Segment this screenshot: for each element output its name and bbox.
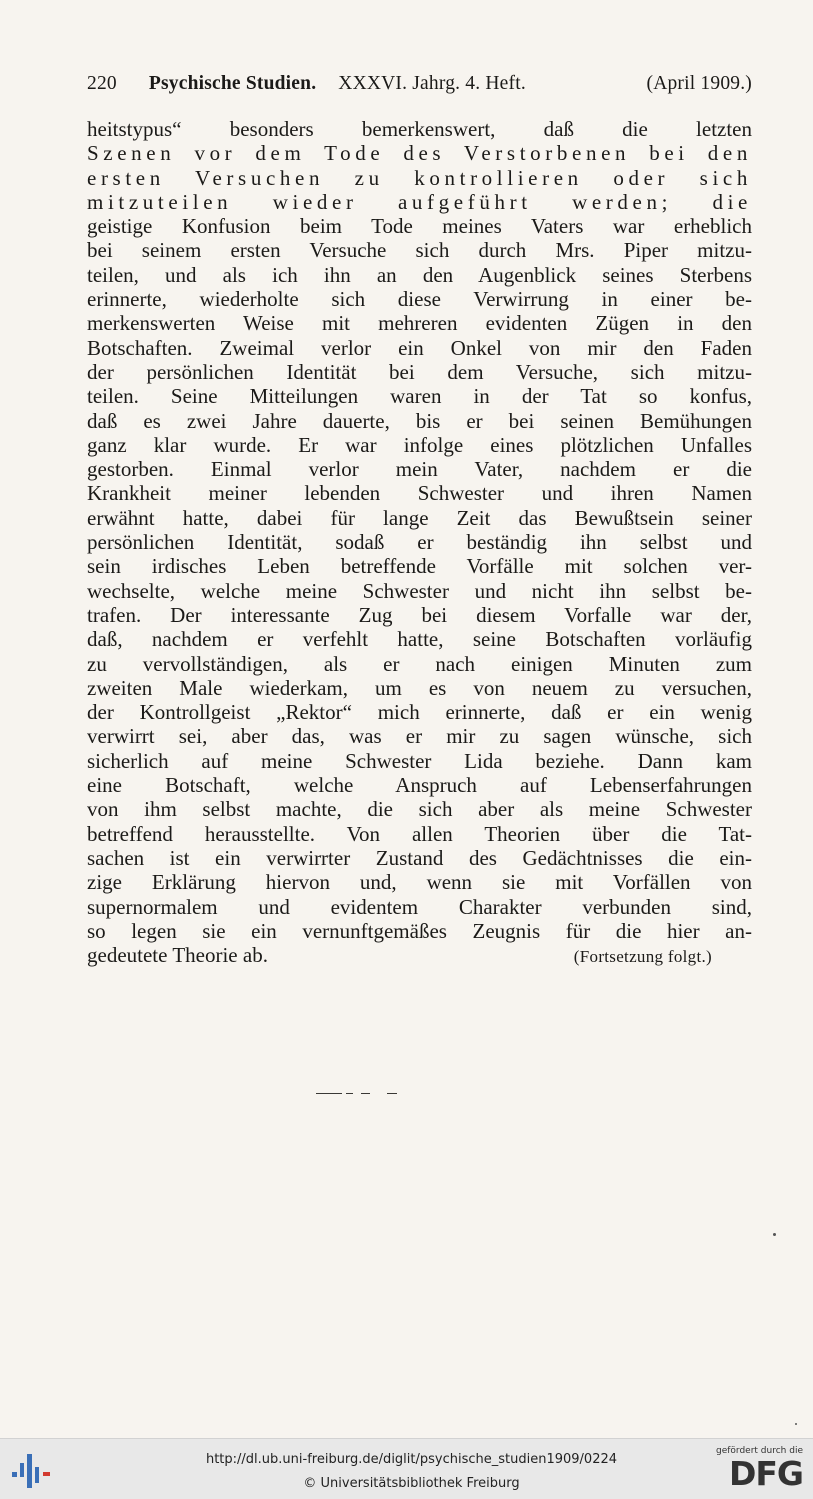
final-sentence: gedeutete Theorie ab. bbox=[87, 943, 268, 968]
text-line: geistige Konfusion beim Tode meines Vaters war erheblich bbox=[87, 214, 752, 239]
viewer-footer bbox=[0, 1438, 813, 1499]
text-line: Botschaften. Zweimal verlor ein Onkel von mir den Faden bbox=[87, 335, 752, 360]
text-line: Szenen vor dem Tode des Verstorbenen bei den bbox=[87, 141, 752, 166]
text-line: sachen ist ein verwirrter Zustand des Gedächtnisses die ein- bbox=[87, 845, 752, 870]
funding-caption: gefördert durch die bbox=[716, 1446, 803, 1456]
text-line: wechselte, welche meine Schwester und nicht ihn selbst be- bbox=[87, 578, 752, 603]
issue-date: (April 1909.) bbox=[646, 73, 752, 94]
text-line: betreffend herausstellte. Von allen Theorien über die Tat- bbox=[87, 821, 752, 846]
document-url-link[interactable]: http://dl.ub.uni-freiburg.de/diglit/psychische_studien1909/0224 bbox=[205, 1452, 618, 1467]
text-line: mitzuteilen wieder aufgeführt werden; die bbox=[87, 189, 752, 214]
scan-speck bbox=[795, 1423, 797, 1425]
text-line: zweiten Male wiederkam, um es von neuem zu versuchen, bbox=[87, 675, 752, 700]
footer-copyright-row bbox=[0, 1476, 813, 1491]
text-line: daß, nachdem er verfehlt hatte, seine Botschaften vorläufig bbox=[87, 627, 752, 652]
dfg-logo: DFG bbox=[728, 1454, 803, 1493]
text-line: supernormalem und evidentem Charakter verbunden sind, bbox=[87, 894, 752, 919]
running-head bbox=[87, 72, 752, 96]
text-line: trafen. Der interessante Zug bei diesem Vorfalle war der, bbox=[87, 602, 752, 627]
text-line: eine Botschaft, welche Anspruch auf Lebenserfahrungen bbox=[87, 773, 752, 798]
text-line: der Kontrollgeist „Rektor“ mich erinnerte, daß er ein wenig bbox=[87, 700, 752, 725]
text-line: so legen sie ein vernunftgemäßes Zeugnis für die hier an- bbox=[87, 918, 752, 943]
text-line: verwirrt sei, aber das, was er mir zu sagen wünsche, sich bbox=[87, 724, 752, 749]
text-line: zu vervollständigen, als er nach einigen Minuten zum bbox=[87, 651, 752, 676]
section-end-rule bbox=[316, 1091, 398, 1097]
issue-info: XXXVI. Jahrg. 4. Heft. bbox=[338, 73, 526, 94]
text-line: bei seinem ersten Versuche sich durch Mrs. Piper mitzu- bbox=[87, 238, 752, 263]
text-line: merkenswerten Weise mit mehreren evidenten Zügen in den bbox=[87, 311, 752, 336]
text-line: daß es zwei Jahre dauerte, bis er bei seinen Bemühungen bbox=[87, 408, 752, 433]
scan-speck bbox=[773, 1233, 776, 1236]
text-line: heitstypus“ besonders bemerkenswert, daß die letzten bbox=[87, 117, 752, 141]
footer-url-row bbox=[0, 1452, 813, 1467]
text-line: sicherlich auf meine Schwester Lida beziehe. Dann kam bbox=[87, 748, 752, 773]
text-line: teilen. Seine Mitteilungen waren in der Tat so konfus, bbox=[87, 384, 752, 409]
text-line: sein irdisches Leben betreffende Vorfälle mit solchen ver- bbox=[87, 554, 752, 579]
text-line: Krankheit meiner lebenden Schwester und ihren Namen bbox=[87, 481, 752, 506]
text-line: gestorben. Einmal verlor mein Vater, nachdem er die bbox=[87, 457, 752, 482]
text-line: zige Erklärung hiervon und, wenn sie mit Vorfällen von bbox=[87, 870, 752, 895]
text-line: persönlichen Identität, sodaß er beständig ihn selbst und bbox=[87, 530, 752, 555]
text-line: ersten Versuchen zu kontrollieren oder sich bbox=[87, 165, 752, 190]
text-line-last bbox=[87, 943, 752, 967]
text-line: ganz klar wurde. Er war infolge eines plötzlichen Unfalles bbox=[87, 432, 752, 457]
body-text bbox=[87, 117, 752, 967]
copyright-notice: © Universitätsbibliothek Freiburg bbox=[303, 1476, 520, 1491]
text-line: erinnerte, wiederholte sich diese Verwirrung in einer be- bbox=[87, 287, 752, 312]
text-line: teilen, und als ich ihn an den Augenblick seines Sterbens bbox=[87, 262, 752, 287]
text-line: der persönlichen Identität bei dem Versuche, sich mitzu- bbox=[87, 359, 752, 384]
journal-title: Psychische Studien. bbox=[148, 73, 317, 94]
continuation-note: (Fortsetzung folgt.) bbox=[573, 947, 712, 967]
page-number: 220 bbox=[87, 73, 117, 94]
text-line: erwähnt hatte, dabei für lange Zeit das Bewußtsein seiner bbox=[87, 505, 752, 530]
text-line: von ihm selbst machte, die sich aber als meine Schwester bbox=[87, 797, 752, 822]
